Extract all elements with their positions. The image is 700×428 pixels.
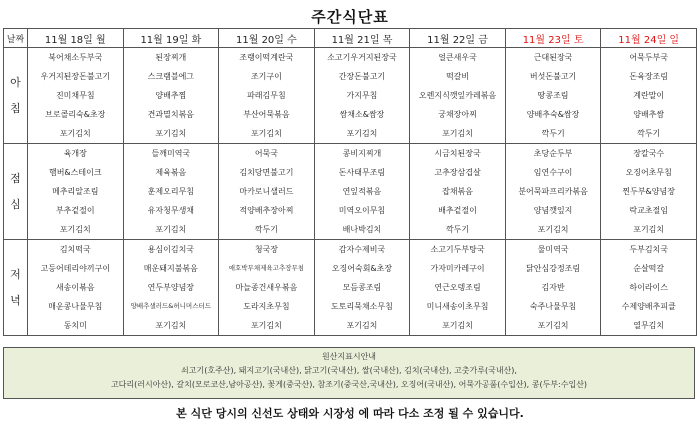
- day-menu-cell: [505, 48, 601, 144]
- dish-list: [28, 144, 123, 239]
- dish-item: 포기김치: [537, 321, 569, 330]
- day-menu-cell: [410, 240, 506, 336]
- dish-item: 도라지초무침: [243, 302, 290, 311]
- dish-item: 연근오뎅조림: [434, 283, 481, 292]
- dish-item: 제육볶음: [155, 168, 187, 177]
- date-corner-label: 날짜: [4, 29, 28, 48]
- dish-item: 오렌지식깻잎카레볶음: [418, 91, 497, 100]
- dish-item: 수제양배추피클: [621, 302, 676, 311]
- dish-list: [124, 240, 219, 335]
- dish-item: 들깨미역국: [151, 149, 191, 158]
- dish-item: 땅콩조림: [537, 91, 569, 100]
- day-menu-cell: [123, 240, 219, 336]
- dish-item: 가지무침: [346, 91, 378, 100]
- dish-item: 간장돈불고기: [338, 72, 386, 81]
- dish-item: 쌈채소&쌈장: [339, 110, 385, 119]
- dish-item: 마카로니샐러드: [239, 187, 294, 196]
- dish-item: 깍두기: [254, 225, 278, 234]
- origin-line: 쇠고기(호주산), 돼지고기(국내산), 닭고기(국내산), 쌀(국내산), 김치(국내산), 고춧가루(국내산),: [181, 366, 517, 375]
- meal-label: 점 심: [10, 171, 21, 211]
- origin-title: 원산지표시안내: [321, 352, 377, 361]
- day-menu-cell: [314, 144, 410, 240]
- dish-item: 양배추숙&쌈장: [526, 110, 580, 119]
- dish-item: 잡채볶음: [442, 187, 473, 196]
- day-menu-cell: [410, 48, 506, 144]
- day-menu-cell: [601, 240, 697, 336]
- breakfast-row: [4, 48, 697, 144]
- dish-item: 시금치된장국: [434, 149, 481, 158]
- dish-item: 깍두기: [637, 129, 661, 138]
- dish-item: 적양배추장아찌: [239, 206, 294, 215]
- dish-item: 유자청무생채: [147, 206, 195, 215]
- dish-item: 닭안심강정조림: [526, 264, 581, 273]
- dish-item: 매운콩나물무침: [48, 302, 103, 311]
- dish-item: 새송이볶음: [55, 283, 95, 292]
- dish-list: [410, 144, 505, 239]
- weekly-menu-table: [3, 28, 697, 336]
- dish-item: 순살떡갈: [633, 264, 665, 273]
- dish-item: 포기김치: [250, 129, 282, 138]
- dish-item: 포기김치: [155, 129, 187, 138]
- dish-item: 떡갈비: [445, 72, 470, 81]
- dish-item: 포기김치: [442, 321, 473, 330]
- meal-label: 아 침: [10, 75, 21, 115]
- dish-list: [410, 240, 505, 335]
- day-menu-cell: [123, 144, 219, 240]
- dish-item: 햄버&스테이크: [48, 168, 102, 177]
- dish-item: 소고기우거지된장국: [327, 53, 397, 62]
- day-header-weekend: 11월 24일 일: [601, 29, 697, 48]
- dish-item: 훈제오리무침: [147, 187, 195, 196]
- dish-item: 연두부양념장: [147, 283, 195, 292]
- dish-item: 오징어숙회&초장: [331, 264, 393, 273]
- dish-item: 숙주나물무침: [529, 302, 577, 311]
- dish-list: [506, 48, 601, 143]
- dish-item: 돈육장조림: [629, 72, 668, 81]
- dish-item: 배나박김치: [342, 225, 382, 234]
- dish-item: 근대된장국: [533, 53, 573, 62]
- dish-item: 도토리묵채소무침: [331, 302, 393, 311]
- dish-item: 분어묵파프리카볶음: [518, 187, 588, 196]
- dish-item: 포기김치: [59, 129, 91, 138]
- dish-item: 육개장: [63, 149, 87, 158]
- day-header: 11월 18일 월: [28, 29, 124, 48]
- dish-list: [315, 48, 410, 143]
- dish-list: [219, 48, 314, 143]
- dish-item: 스크램블에그: [147, 72, 195, 81]
- dish-item: 동치미: [63, 321, 87, 330]
- day-menu-cell: [28, 48, 124, 144]
- dish-item: 락교초절임: [629, 206, 668, 215]
- dish-item: 찐두부&양념장: [622, 187, 675, 196]
- dish-item: 우거지된장돈불고기: [40, 72, 111, 81]
- day-menu-cell: [219, 144, 315, 240]
- dish-item: 깍두기: [541, 129, 565, 138]
- dish-item: 포기김치: [633, 225, 665, 234]
- day-header: 11월 21일 목: [314, 29, 410, 48]
- dish-item: 용심이김치국: [147, 245, 195, 254]
- dish-list: [28, 240, 123, 335]
- dish-item: 진미채무침: [55, 91, 95, 100]
- dish-item: 포기김치: [346, 129, 378, 138]
- dish-item: 포기김치: [250, 321, 282, 330]
- dish-list: [124, 144, 219, 239]
- dish-item: 조기구이: [250, 72, 282, 81]
- dish-item: 물미역국: [537, 245, 569, 254]
- dish-item: 김치떡국: [59, 245, 91, 254]
- dish-item: 북어채소두부국: [48, 53, 103, 62]
- dish-list: [315, 144, 410, 239]
- dish-list: [601, 48, 696, 143]
- lunch-label-cell: [4, 144, 28, 240]
- dish-item: 콩비지찌개: [342, 149, 382, 158]
- dish-item: 양배추찜: [155, 91, 187, 100]
- dish-item: 미니새송이초무침: [426, 302, 489, 311]
- origin-line: 고다리(러시아산), 갈치(모로코산,남아공산), 꽃게(중국산), 참조기(중국산,국내산), 오징어(국내산), 어묵가공품(수입산), 콩(두부:수입산): [110, 380, 588, 389]
- dish-item: 궁채장아찌: [438, 110, 477, 119]
- day-menu-cell: [28, 144, 124, 240]
- dish-item: 청국장: [254, 245, 278, 254]
- dish-item: 얼큰새우국: [438, 53, 477, 62]
- dish-item: 감자수제비국: [338, 245, 386, 254]
- dish-list: [28, 48, 123, 143]
- dish-item: 파래김무침: [247, 91, 286, 100]
- dish-item: 두부김치국: [629, 245, 668, 254]
- dish-item: 가자미카레구이: [430, 264, 485, 273]
- dish-item: 깍두기: [445, 225, 470, 234]
- page-title: 주간식단표: [311, 8, 389, 26]
- dish-item: 된장찌개: [155, 53, 187, 62]
- dish-item: 돈사태무조림: [338, 168, 386, 177]
- dinner-label-cell: [4, 240, 28, 336]
- dish-item: 고추장삼겹살: [434, 168, 481, 177]
- day-menu-cell: [219, 48, 315, 144]
- dish-item: 브로콜리숙&초장: [45, 110, 106, 119]
- dish-item: 연잎적볶음: [342, 187, 382, 196]
- day-menu-cell: [314, 48, 410, 144]
- dish-item: 배추겉절이: [438, 206, 477, 215]
- dish-item: 포기김치: [537, 225, 569, 234]
- day-menu-cell: [505, 144, 601, 240]
- dish-item: 부산어묵볶음: [243, 110, 290, 119]
- day-menu-cell: [28, 240, 124, 336]
- day-menu-cell: [219, 240, 315, 336]
- dish-item: 미역오이무침: [338, 206, 386, 215]
- dish-item: 양념깻잎지: [533, 206, 573, 215]
- dish-item: 장칼국수: [633, 149, 665, 158]
- day-header: 11월 20일 수: [219, 29, 315, 48]
- dish-item: 포기김치: [442, 129, 473, 138]
- dish-item: 메추리알조림: [52, 187, 99, 196]
- dish-list: [506, 240, 601, 335]
- dish-item: 김자반: [541, 283, 565, 292]
- footer-notice: 본 식단 당시의 신선도 상태와 시장성 에 따라 다소 조정 될 수 있습니다.: [176, 407, 524, 420]
- dish-list: [219, 144, 314, 239]
- dish-item: 포기김치: [346, 321, 378, 330]
- dish-item: 양배추샐러드&허니머스터드: [130, 302, 212, 310]
- dish-item: 포기김치: [155, 225, 187, 234]
- dish-item: 하이라이스: [629, 283, 668, 292]
- dish-item: 버섯돈불고기: [529, 72, 577, 81]
- dish-item: 초당순두부: [533, 149, 573, 158]
- dish-list: [219, 240, 314, 335]
- dish-item: 마늘종건새우볶음: [235, 283, 298, 292]
- day-menu-cell: [314, 240, 410, 336]
- meal-label: 저 녁: [10, 267, 21, 307]
- dish-item: 소고기두부탕국: [430, 245, 485, 254]
- day-menu-cell: [601, 144, 697, 240]
- dish-item: 어묵국: [254, 149, 278, 158]
- dish-item: 어묵두부국: [629, 53, 668, 62]
- dish-item: 포기김치: [59, 225, 91, 234]
- dish-item: 열무김치: [633, 321, 665, 330]
- dish-item: 조랭이떡계란국: [239, 53, 294, 62]
- dinner-row: [4, 240, 697, 336]
- dish-list: [410, 48, 505, 143]
- dish-item: 오징어초무침: [625, 168, 672, 177]
- dish-item: 양배추쌈: [633, 110, 665, 119]
- dish-item: 견과멸치볶음: [147, 110, 195, 119]
- header-row: [4, 29, 697, 48]
- day-header: 11월 19일 화: [123, 29, 219, 48]
- dish-list: [315, 240, 410, 335]
- dish-item: 포기김치: [155, 321, 187, 330]
- dish-item: 김치당면불고기: [239, 168, 294, 177]
- dish-item: 모듬콩조림: [342, 283, 382, 292]
- day-header: 11월 22일 금: [410, 29, 506, 48]
- origin-notice: [3, 347, 695, 399]
- dish-item: 매운돼지불볶음: [143, 264, 198, 273]
- dish-item: 임연수구이: [533, 168, 573, 177]
- lunch-row: [4, 144, 697, 240]
- breakfast-label-cell: [4, 48, 28, 144]
- dish-item: 애호박무채제육고추장무침: [228, 264, 305, 272]
- dish-item: 계란말이: [633, 91, 665, 100]
- day-menu-cell: [601, 48, 697, 144]
- dish-list: [124, 48, 219, 143]
- dish-list: [506, 144, 601, 239]
- dish-item: 고등어데리야끼구이: [40, 264, 111, 273]
- day-menu-cell: [123, 48, 219, 144]
- day-header-weekend: 11월 23일 토: [505, 29, 601, 48]
- day-menu-cell: [505, 240, 601, 336]
- dish-item: 부추겉절이: [55, 206, 95, 215]
- day-menu-cell: [410, 144, 506, 240]
- dish-list: [601, 240, 696, 335]
- dish-list: [601, 144, 696, 239]
